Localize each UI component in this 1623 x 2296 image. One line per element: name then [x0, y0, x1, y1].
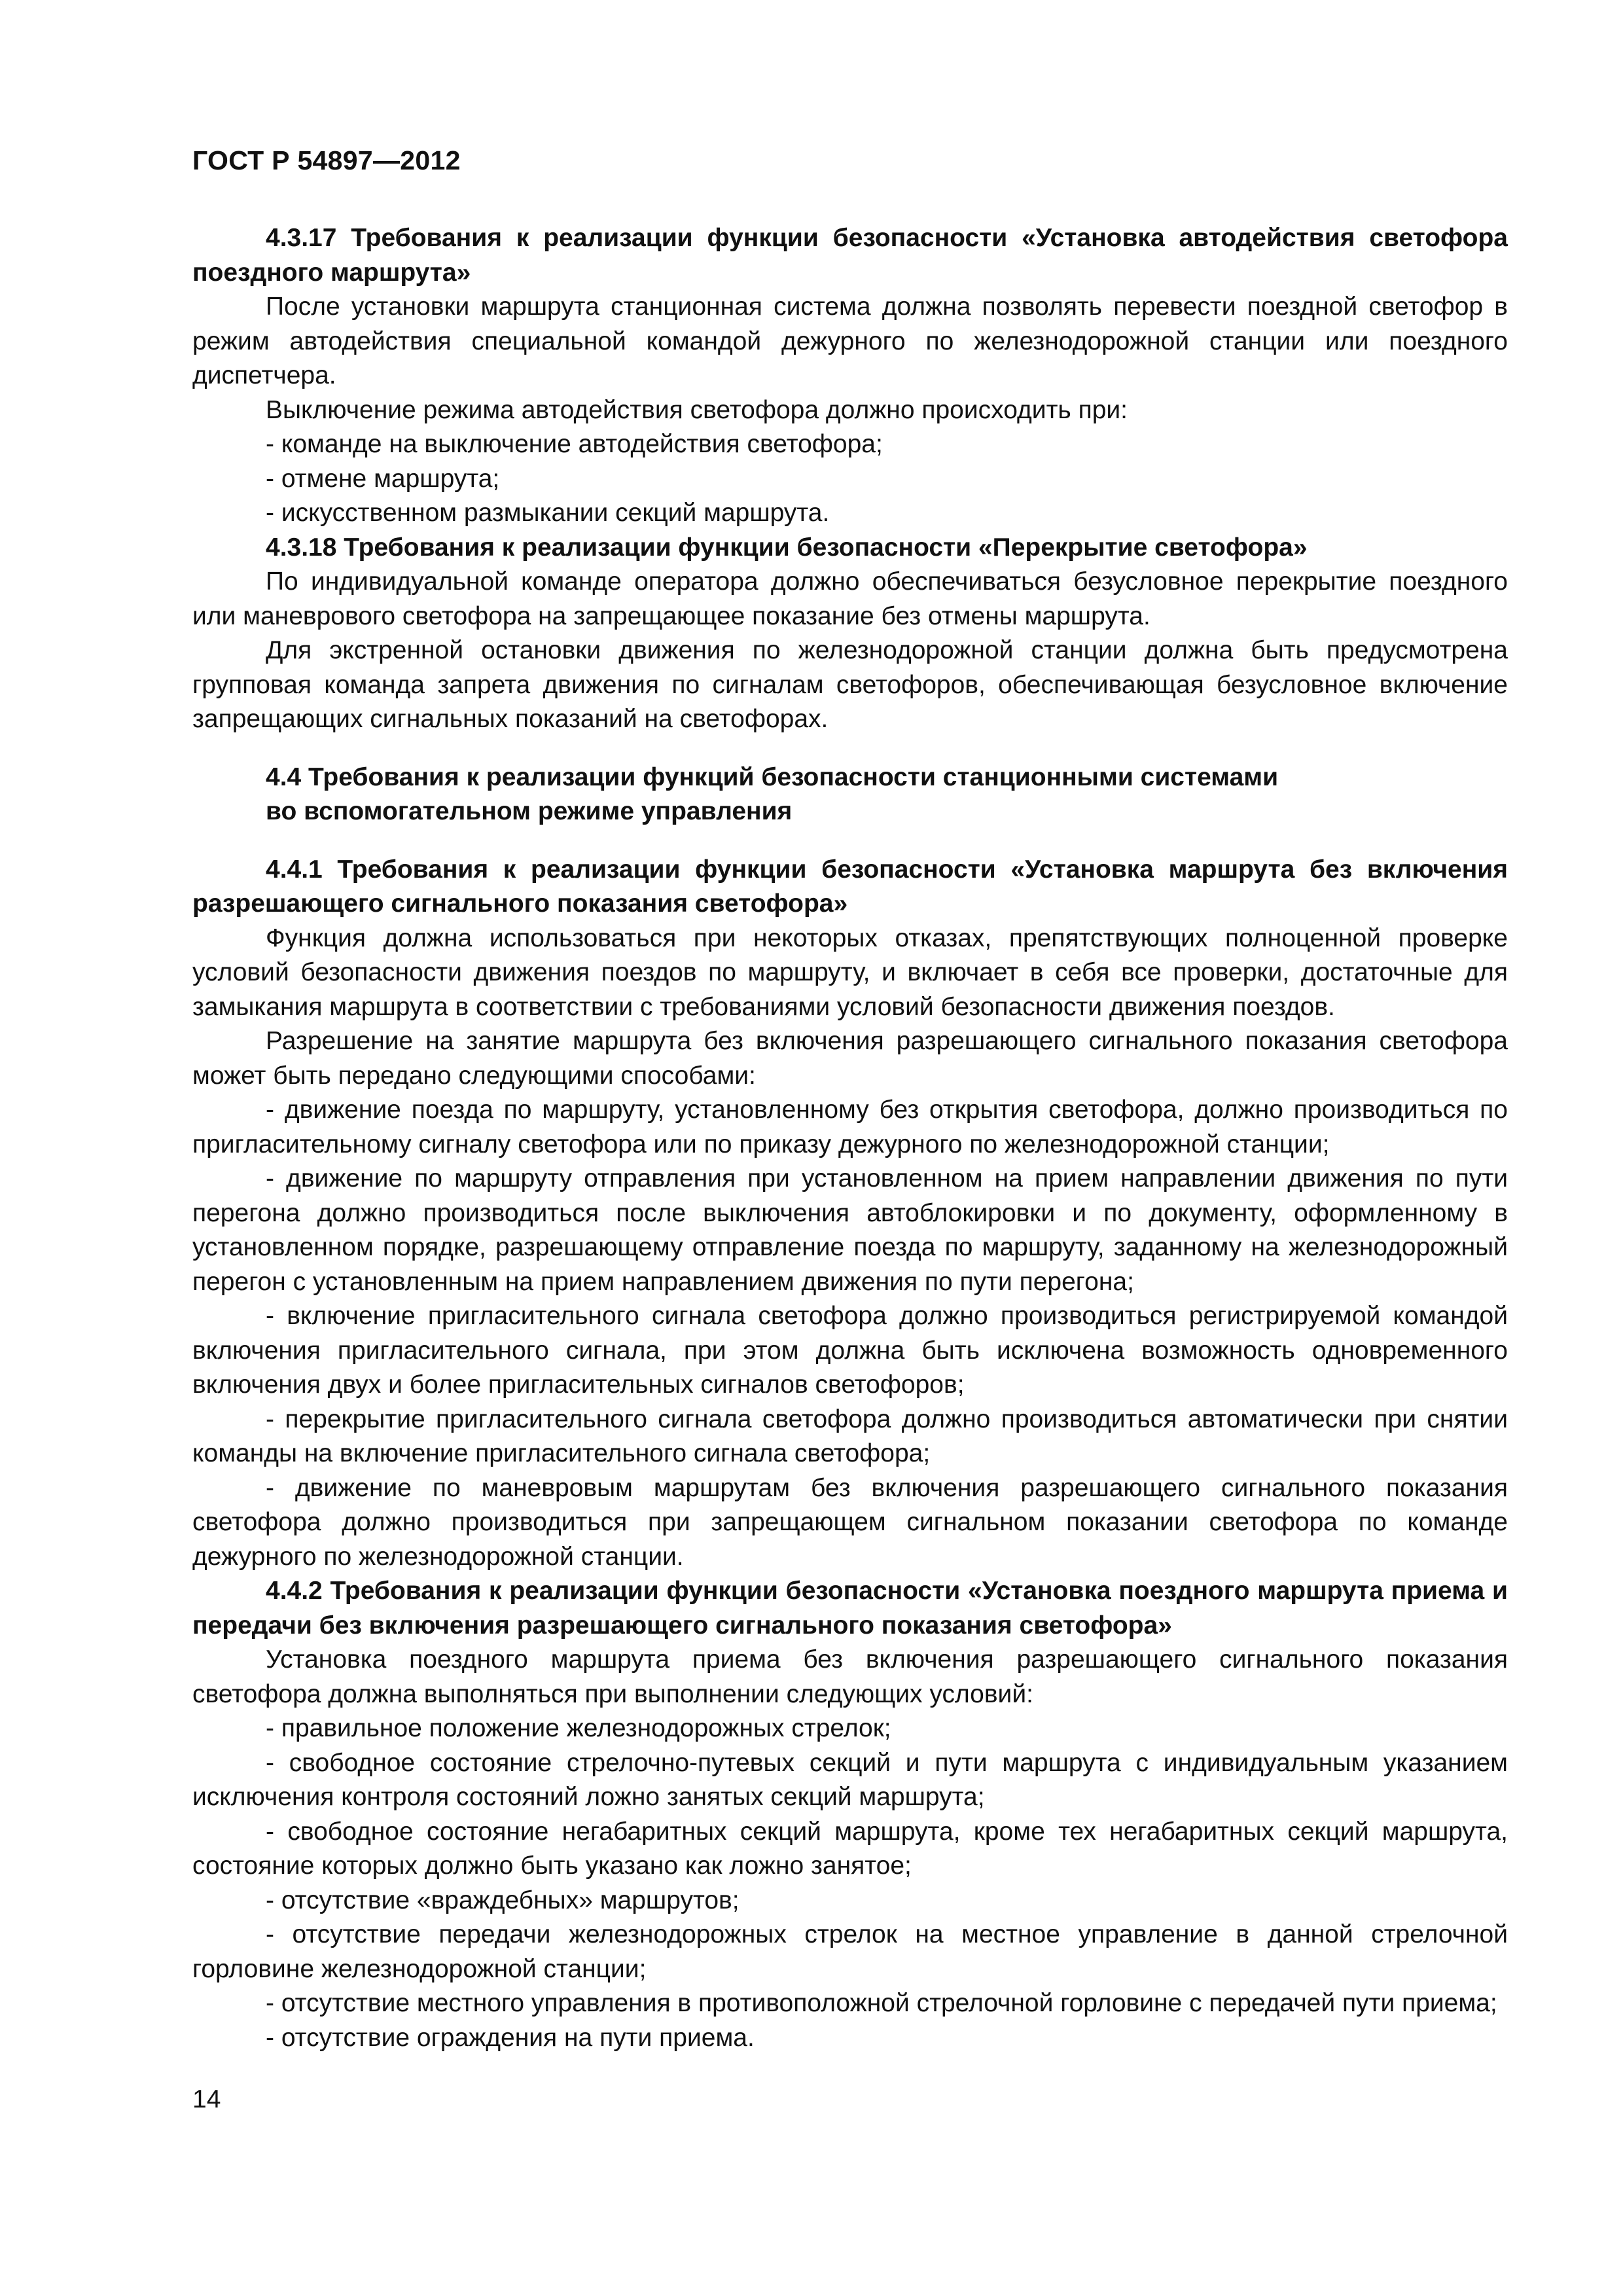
- section-4-3-17-list-item: - отмене маршрута;: [266, 464, 500, 493]
- section-4-4-2-list-item: - отсутствие местного управления в противоположной стрелочной горловине с передачей пути приема;: [266, 1989, 1497, 2017]
- section-4-4-2-title: 4.4.2 Требования к реализации функции безопасности «Установка поездного маршрута приема и передачи без включения разрешающего сигнального показания светофора»: [192, 1577, 1508, 1640]
- section-4-3-18-title: 4.3.18 Требования к реализации функции безопасности «Перекрытие светофора»: [266, 533, 1308, 562]
- section-4-4-title-line-2: во вспомогательном режиме управления: [266, 797, 793, 825]
- section-4-4-2-list-item: - отсутствие ограждения на пути приема.: [266, 2023, 755, 2052]
- section-4-4-1-list-item: - движение поезда по маршруту, установленному без открытия светофора, должно производиться по пригласительному сигналу светофора или по приказу дежурного по железнодорожной станции;: [192, 1096, 1508, 1158]
- section-4-4-1-list-item: - движение по маршруту отправления при установленном на прием направлении движения по пути перегона должно производиться после выключения автоблокировки и по документу, оформленному в установленном порядке, разрешающему отправление поезда по маршруту, заданному на железнодорожный перегон с установленным на прием направлением движения по пути перегона;: [192, 1164, 1508, 1296]
- section-4-4-2-list-item: - отсутствие передачи железнодорожных стрелок на местное управление в данной стрелочной горловине железнодорожной станции;: [192, 1920, 1508, 1983]
- section-4-3-18-paragraph-1: По индивидуальной команде оператора должно обеспечиваться безусловное перекрытие поездного или маневрового светофора на запрещающее показание без отмены маршрута.: [192, 567, 1508, 630]
- section-4-4-2-list-item: - свободное состояние негабаритных секций маршрута, кроме тех негабаритных секций маршрута, состояние которых должно быть указано как ложно занятое;: [192, 1817, 1508, 1880]
- section-4-3-17-paragraph-1: После установки маршрута станционная система должна позволять перевести поездной светофор в режим автодействия специальной командой дежурного по железнодорожной станции или поездного диспетчера.: [192, 293, 1508, 389]
- section-4-4-2-list-item: - правильное положение железнодорожных стрелок;: [266, 1714, 891, 1742]
- section-4-4-1-paragraph-1: Функция должна использоваться при некоторых отказах, препятствующих полноценной проверке условий безопасности движения поездов по маршруту, и включает в себя все проверки, достаточные для замыкания маршрута в соответствии с требованиями условий безопасности движения поездов.: [192, 924, 1508, 1021]
- document-header-code: ГОСТ Р 54897—2012: [192, 145, 461, 175]
- page-number: 14: [192, 2085, 221, 2113]
- section-4-4-title-line-1: 4.4 Требования к реализации функций безопасности станционными системами: [266, 762, 1279, 791]
- section-4-3-17-list-item: - команде на выключение автодействия светофора;: [266, 430, 883, 458]
- section-4-4-1-title: 4.4.1 Требования к реализации функции безопасности «Установка маршрута без включения разрешающего сигнального показания светофора»: [192, 855, 1508, 918]
- section-4-4-1-list-item: - движение по маневровым маршрутам без включения разрешающего сигнального показания светофора должно производиться при запрещающем сигнальном показании светофора по команде дежурного по железнодорожной станции.: [192, 1473, 1508, 1571]
- section-4-4-1-list-item: - перекрытие пригласительного сигнала светофора должно производиться автоматически при снятии команды на включение пригласительного сигнала светофора;: [192, 1405, 1508, 1467]
- section-4-3-17-paragraph-2: Выключение режима автодействия светофора должно происходить при:: [266, 395, 1128, 424]
- section-4-4-title: [192, 761, 1508, 829]
- section-4-4-1-list-item: - включение пригласительного сигнала светофора должно производиться регистрируемой командой включения пригласительного сигнала, при этом должна быть исключена возможность одновременного включения двух и более пригласительных сигналов светофоров;: [192, 1302, 1508, 1399]
- section-4-4-2-paragraph-1: Установка поездного маршрута приема без включения разрешающего сигнального показания светофора должна выполняться при выполнении следующих условий:: [192, 1645, 1508, 1708]
- document-page: [192, 0, 1508, 2296]
- section-4-3-18-paragraph-2: Для экстренной остановки движения по железнодорожной станции должна быть предусмотрена групповая команда запрета движения по сигналам светофоров, обеспечивающая безусловное включение запрещающих сигнальных показаний на светофорах.: [192, 636, 1508, 733]
- document-body: [192, 221, 1508, 2055]
- section-4-3-17-list-item: - искусственном размыкании секций маршрута.: [266, 499, 830, 527]
- section-4-4-2-list-item: - свободное состояние стрелочно-путевых секций и пути маршрута с индивидуальным указанием исключения контроля состояний ложно занятых секций маршрута;: [192, 1748, 1508, 1811]
- section-4-4-1-paragraph-2: Разрешение на занятие маршрута без включения разрешающего сигнального показания светофора может быть передано следующими способами:: [192, 1027, 1508, 1090]
- section-4-3-17-title: 4.3.17 Требования к реализации функции безопасности «Установка автодействия светофора поездного маршрута»: [192, 224, 1508, 287]
- section-4-4-2-list-item: - отсутствие «враждебных» маршрутов;: [266, 1886, 740, 1914]
